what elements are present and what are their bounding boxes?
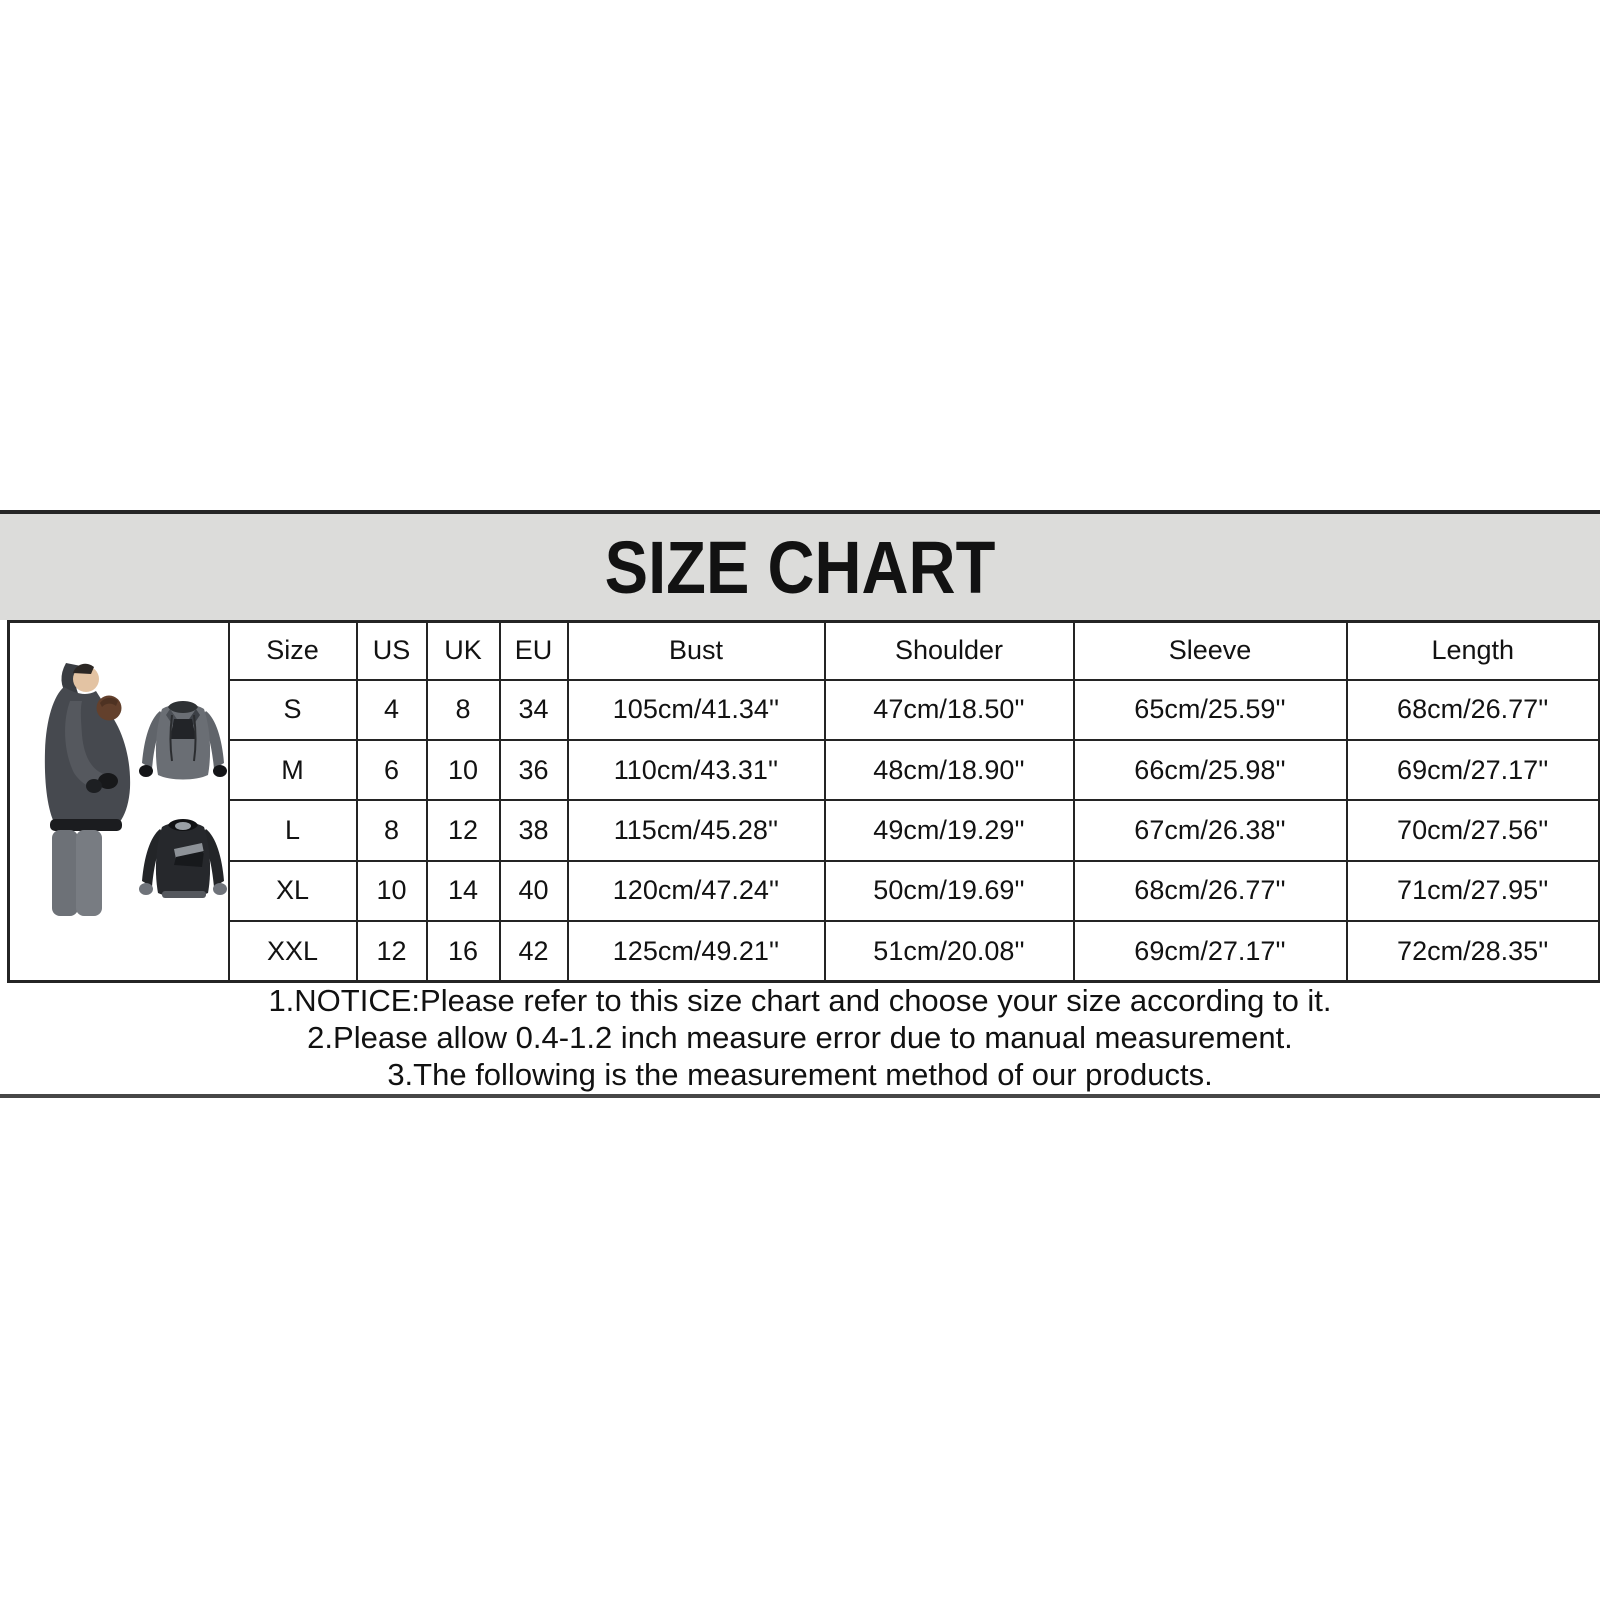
length-cell: 72cm/28.35'' (1347, 921, 1600, 981)
bust-cell: 115cm/45.28'' (568, 800, 825, 860)
bust-cell: 110cm/43.31'' (568, 740, 825, 800)
uk-cell: 12 (427, 800, 500, 860)
size-cell: M (229, 740, 357, 800)
us-cell: 12 (357, 921, 427, 981)
shoulder-cell: 47cm/18.50'' (825, 680, 1074, 740)
us-cell: 6 (357, 740, 427, 800)
bust-cell: 105cm/41.34'' (568, 680, 825, 740)
bust-cell: 125cm/49.21'' (568, 921, 825, 981)
length-cell: 69cm/27.17'' (1347, 740, 1600, 800)
length-cell: 71cm/27.95'' (1347, 861, 1600, 921)
eu-cell: 40 (500, 861, 568, 921)
sleeve-cell: 66cm/25.98'' (1074, 740, 1347, 800)
product-photos-illustration (10, 623, 229, 980)
product-photos-cell (9, 622, 229, 982)
table-row-m (9, 740, 1600, 800)
title-bar (0, 510, 1600, 620)
sleeve-cell: 67cm/26.38'' (1074, 800, 1347, 860)
size-cell: L (229, 800, 357, 860)
size-cell: S (229, 680, 357, 740)
shoulder-cell: 50cm/19.69'' (825, 861, 1074, 921)
notice-line-2: 2.Please allow 0.4-1.2 inch measure error due to manual measurement. (307, 1020, 1293, 1055)
notice-line-1: 1.NOTICE:Please refer to this size chart and choose your size according to it. (268, 983, 1332, 1018)
notice-line-3: 3.The following is the measurement method of our products. (387, 1057, 1213, 1092)
col-header-eu: EU (500, 622, 568, 680)
col-header-uk: UK (427, 622, 500, 680)
uk-cell: 14 (427, 861, 500, 921)
eu-cell: 38 (500, 800, 568, 860)
col-header-shoulder: Shoulder (825, 622, 1074, 680)
table-row-l (9, 800, 1600, 860)
page-title: SIZE CHART (604, 525, 996, 609)
uk-cell: 10 (427, 740, 500, 800)
us-cell: 10 (357, 861, 427, 921)
notice-block (0, 982, 1600, 1093)
eu-cell: 36 (500, 740, 568, 800)
shoulder-cell: 49cm/19.29'' (825, 800, 1074, 860)
eu-cell: 34 (500, 680, 568, 740)
eu-cell: 42 (500, 921, 568, 981)
col-header-us: US (357, 622, 427, 680)
length-cell: 68cm/26.77'' (1347, 680, 1600, 740)
us-cell: 4 (357, 680, 427, 740)
uk-cell: 16 (427, 921, 500, 981)
size-cell: XL (229, 861, 357, 921)
bust-cell: 120cm/47.24'' (568, 861, 825, 921)
table-row-xxl (9, 921, 1600, 981)
table-header-row (9, 622, 1600, 680)
col-header-size: Size (229, 622, 357, 680)
uk-cell: 8 (427, 680, 500, 740)
length-cell: 70cm/27.56'' (1347, 800, 1600, 860)
sleeve-cell: 69cm/27.17'' (1074, 921, 1347, 981)
us-cell: 8 (357, 800, 427, 860)
col-header-bust: Bust (568, 622, 825, 680)
table-row-s (9, 680, 1600, 740)
table-row-xl (9, 861, 1600, 921)
size-cell: XXL (229, 921, 357, 981)
col-header-length: Length (1347, 622, 1600, 680)
sleeve-cell: 65cm/25.59'' (1074, 680, 1347, 740)
shoulder-cell: 48cm/18.90'' (825, 740, 1074, 800)
size-table (7, 620, 1600, 983)
col-header-sleeve: Sleeve (1074, 622, 1347, 680)
shoulder-cell: 51cm/20.08'' (825, 921, 1074, 981)
bottom-divider (0, 1094, 1600, 1098)
sleeve-cell: 68cm/26.77'' (1074, 861, 1347, 921)
